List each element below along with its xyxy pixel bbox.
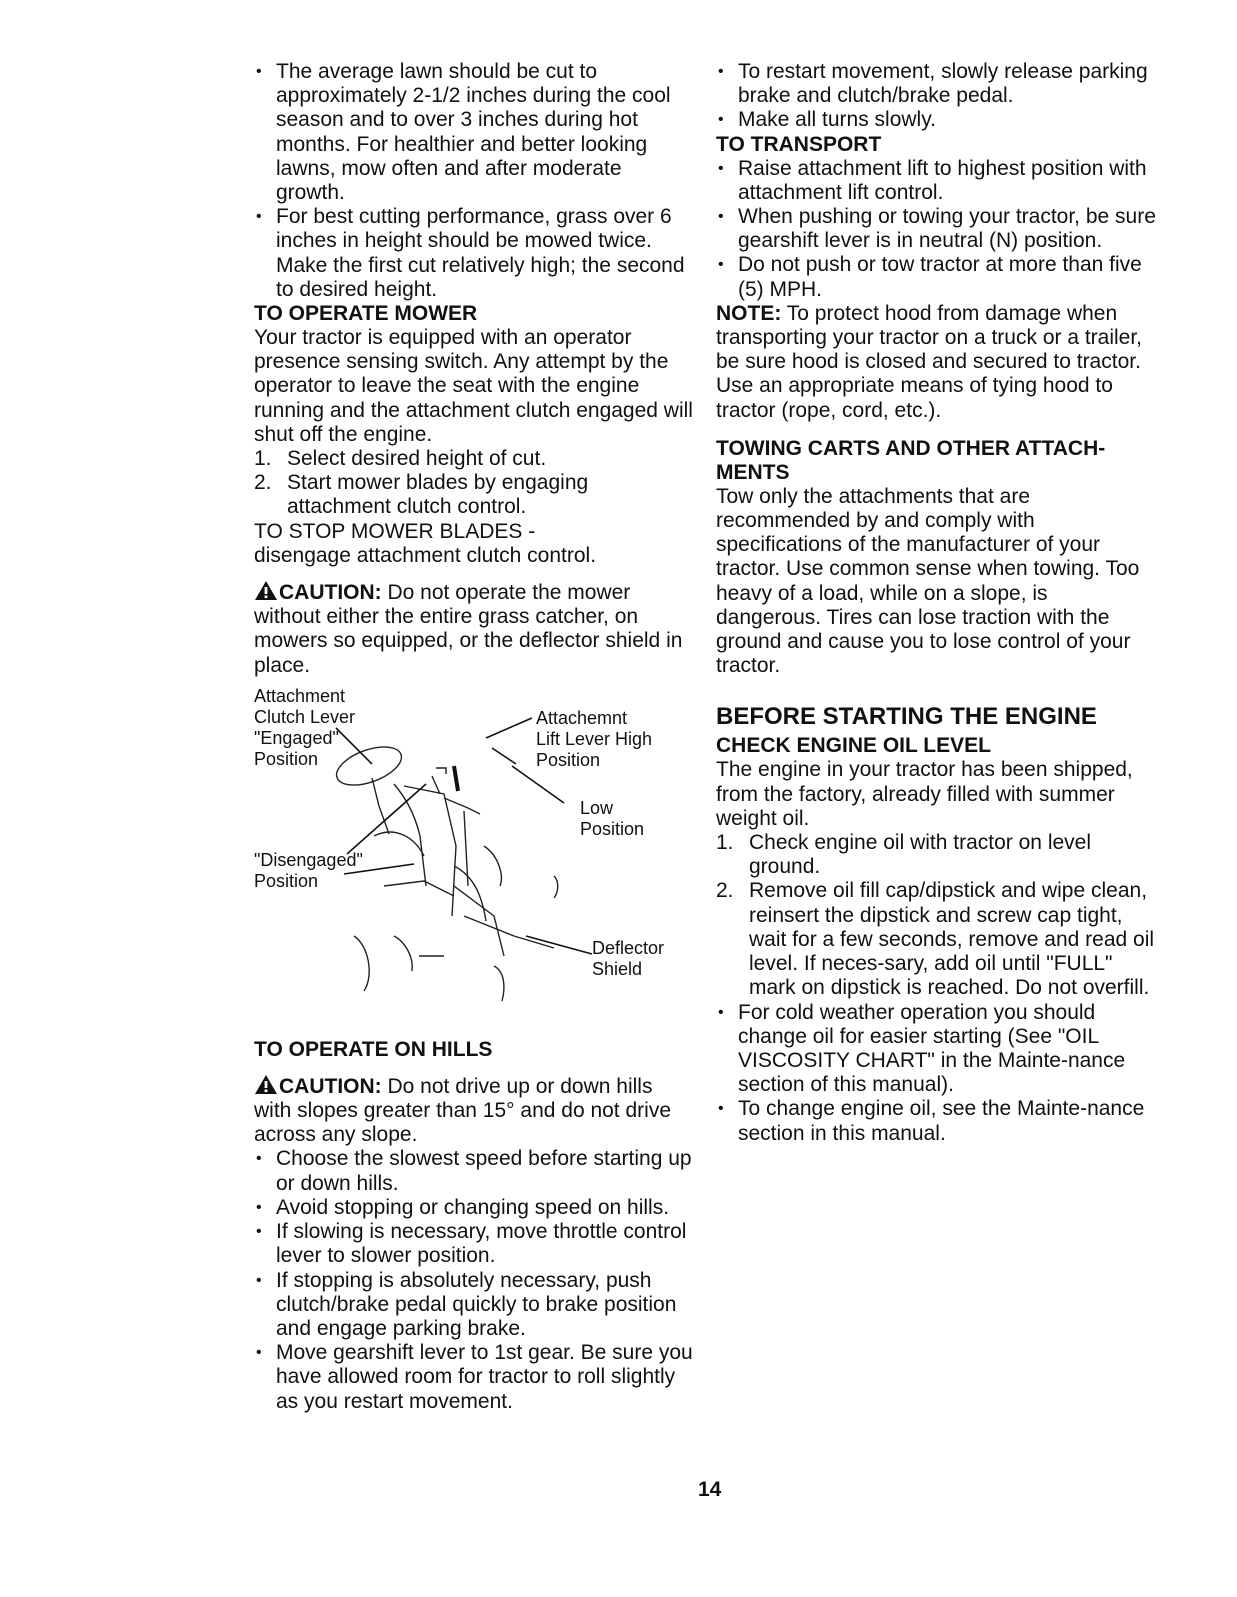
stop-blades-text: disengage attachment clutch control. bbox=[254, 543, 597, 567]
warning-triangle-icon bbox=[254, 580, 278, 601]
step-number: 2. bbox=[254, 471, 272, 495]
note-label: NOTE: bbox=[716, 301, 782, 325]
disengaged-position-label: "Disengaged" Position bbox=[254, 849, 363, 891]
list-item: • Make all turns slowly. bbox=[716, 108, 1156, 132]
hills-list bbox=[254, 1147, 694, 1413]
list-item: • Avoid stopping or changing speed on hills. bbox=[254, 1196, 694, 1220]
list-item: • Choose the slowest speed before starting up or down hills. bbox=[254, 1147, 694, 1195]
list-item: • The average lawn should be cut to approximately 2-1/2 inches during the cool season and to over 3 inches during hot months. For healthier and better looking lawns, mow often and after moderate growth. bbox=[254, 60, 694, 205]
oil-list bbox=[716, 1001, 1156, 1146]
right-column bbox=[716, 60, 1156, 1146]
deflector-shield-label: Deflector Shield bbox=[592, 937, 665, 979]
list-item: • To restart movement, slowly release parking brake and clutch/brake pedal. bbox=[716, 60, 1156, 108]
transport-list bbox=[716, 157, 1156, 302]
list-item: • When pushing or towing your tractor, be sure gearshift lever is in neutral (N) position. bbox=[716, 205, 1156, 253]
caution-mower bbox=[254, 580, 694, 678]
list-item bbox=[716, 879, 1156, 1000]
check-oil-heading: CHECK ENGINE OIL LEVEL bbox=[716, 734, 991, 758]
transport-heading: TO TRANSPORT bbox=[716, 132, 882, 156]
towing-text: Tow only the attachments that are recommended by and comply with specifications of the manufacturer of your tractor. Use common sense when towing. Too heavy of a load, while on a slope, is dangerous. Tires can lose traction with the ground and cause you to lose control of your tractor. bbox=[716, 484, 1140, 678]
operate-mower-text: Your tractor is equipped with an operator presence sensing switch. Any attempt by the operator to leave the seat with the engine running and the attachment clutch engaged will shut off the engine. bbox=[254, 326, 693, 446]
restart-list bbox=[716, 60, 1156, 133]
list-item: • If slowing is necessary, move throttle control lever to slower position. bbox=[254, 1220, 694, 1268]
step-number: 1. bbox=[716, 831, 734, 855]
caution-hills bbox=[254, 1074, 694, 1148]
list-item bbox=[716, 831, 1156, 879]
left-column bbox=[254, 60, 694, 1414]
oil-steps-list bbox=[716, 831, 1156, 1000]
list-item: • Do not push or tow tractor at more than five (5) MPH. bbox=[716, 253, 1156, 301]
list-item: • For cold weather operation you should change oil for easier starting (See "OIL VISCOSITY CHART" in the Mainte-nance section of this manual). bbox=[716, 1001, 1156, 1098]
step-text: Check engine oil with tractor on level ground. bbox=[749, 831, 1092, 879]
lift-lever-label: Attachemnt Lift Lever High Position bbox=[536, 707, 653, 770]
list-item: • For best cutting performance, grass over 6 inches in height should be mowed twice. Make the first cut relatively high; the second to desired height. bbox=[254, 205, 694, 302]
step-number: 2. bbox=[716, 879, 734, 903]
step-text: Select desired height of cut. bbox=[287, 447, 547, 471]
caution-label: CAUTION: bbox=[279, 1074, 382, 1098]
step-text: Start mower blades by engaging attachment clutch control. bbox=[287, 471, 589, 519]
note-text: To protect hood from damage when transporting your tractor on a truck or a trailer, be sure hood is closed and secured to tractor. Use an appropriate means of tying hood to tractor (rope, cord, etc.). bbox=[716, 301, 1143, 422]
low-position-label: Low Position bbox=[580, 797, 645, 839]
list-item: • Raise attachment lift to highest position with attachment lift control. bbox=[716, 157, 1156, 205]
mower-steps-list bbox=[254, 447, 694, 520]
mower-lever-diagram bbox=[254, 686, 694, 1026]
operate-hills-heading: TO OPERATE ON HILLS bbox=[254, 1037, 493, 1061]
before-starting-heading: BEFORE STARTING THE ENGINE bbox=[716, 703, 1097, 731]
operate-mower-heading: TO OPERATE MOWER bbox=[254, 302, 478, 326]
transport-note bbox=[716, 302, 1156, 423]
caution-text: Do not operate the mower without either the entire grass catcher, on mowers so equipped, or the deflector shield in place. bbox=[254, 581, 683, 677]
step-number: 1. bbox=[254, 447, 272, 471]
page-number: 14 bbox=[698, 1478, 722, 1501]
towing-heading: TOWING CARTS AND OTHER ATTACH-MENTS bbox=[716, 436, 1106, 484]
warning-triangle-icon bbox=[254, 1074, 278, 1095]
list-item bbox=[254, 471, 694, 519]
list-item: • To change engine oil, see the Mainte-nance section in this manual. bbox=[716, 1097, 1156, 1145]
list-item: • If stopping is absolutely necessary, push clutch/brake pedal quickly to brake position and engage parking brake. bbox=[254, 1269, 694, 1342]
step-text: Remove oil fill cap/dipstick and wipe clean, reinsert the dipstick and screw cap tight, wait for a few seconds, remove and read oil level. If neces-sary, add oil until "FULL" mark on dipstick is reached. Do not overfill. bbox=[749, 879, 1155, 1000]
caution-label: CAUTION: bbox=[279, 581, 382, 605]
clutch-lever-label: Attachment Clutch Lever "Engaged" Position bbox=[254, 685, 356, 769]
caution-text: Do not drive up or down hills with slopes greater than 15° and do not drive across any slope. bbox=[254, 1074, 671, 1147]
list-item: • Move gearshift lever to 1st gear. Be sure you have allowed room for tractor to roll slightly as you restart movement. bbox=[254, 1341, 694, 1414]
stop-blades-heading: TO STOP MOWER BLADES - bbox=[254, 519, 536, 543]
list-item bbox=[254, 447, 694, 471]
mowing-tips-list bbox=[254, 60, 694, 302]
oil-text: The engine in your tractor has been shipped, from the factory, already filled with summer weight oil. bbox=[716, 758, 1133, 830]
